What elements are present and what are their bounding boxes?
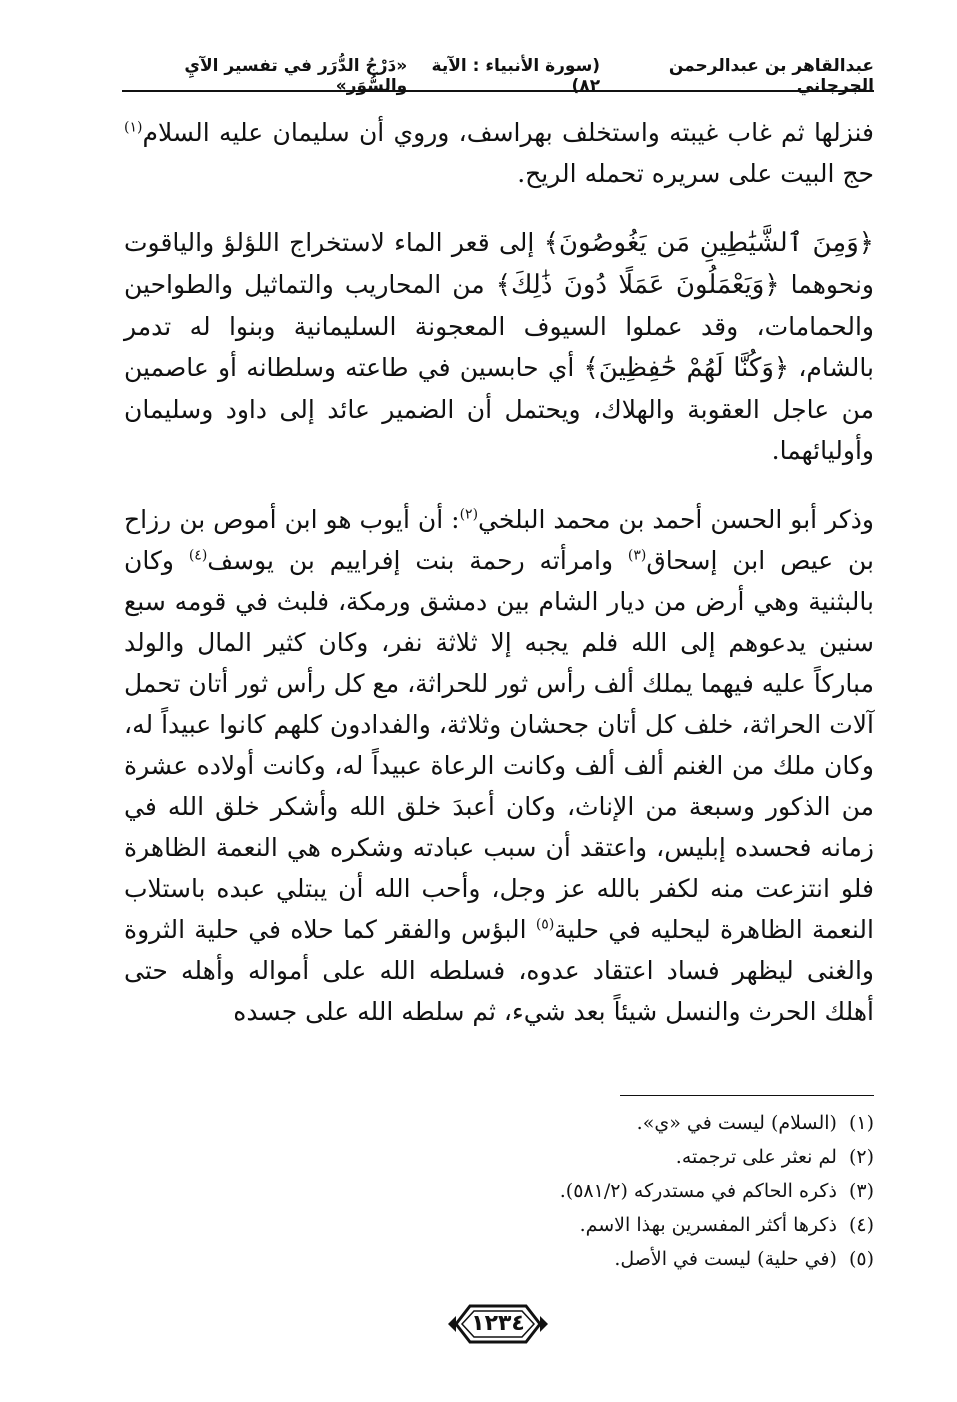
footnote-ref: (٤) bbox=[188, 547, 208, 564]
text-run: وكان بالبثنية وهي أرض من ديار الشام بين دمشق ورمكة، فلبث في قومه سبع سنين يدعوهم إلى الله فلم يجبه إلا ثلاثة نفر، وكان كثير المال والولد مباركاً عليه فيهما يملك ألف رأس ثور للحراثة، مع كل رأس ثور أتان تحمل آلات الحراثة، خلف كل أتان جحشان وثلاثة، والفدادون كلهم كانوا عبيداً له، وكان ملك من الغنم ألف ألف وكانت الرعاة عبيداً له، وكانت أولاده عشرة من الذكور وسبعة من الإناث، وكان أعبدَ خلق الله وأشكر خلق الله في زمانه فحسده إبليس، واعتقد أن سبب عبادته وشكره هي النعمة الظاهرة فلو انتزعت منه لكفر بالله عز وجل، وأحب الله أن يبتلي عبده باستلاب النعمة الظاهرة ليحليه في حلية bbox=[124, 546, 874, 944]
footnote-divider bbox=[620, 1095, 874, 1096]
paragraph bbox=[124, 112, 874, 194]
footnotes bbox=[200, 1106, 874, 1276]
footnote-text: ذكرها أكثر المفسرين بهذا الاسم. bbox=[579, 1214, 837, 1236]
text-run: : أن أيوب هو ابن أموص بن رزاح بن عيص ابن إسحاق bbox=[124, 505, 875, 575]
quran-verse: ﴿وَكُنَّا لَهُمْ حَٰفِظِينَ﴾ bbox=[583, 353, 790, 383]
footnote-ref: (٣) bbox=[627, 547, 647, 564]
footnote-number: (٢) bbox=[848, 1146, 874, 1168]
footnote bbox=[200, 1242, 874, 1276]
paragraph bbox=[124, 222, 874, 471]
footnote-ref: (٢) bbox=[459, 506, 479, 523]
footnote-text: لم نعثر على ترجمته. bbox=[675, 1146, 837, 1168]
text-run: من المحاريب والتماثيل والطواحين والحمامات، وقد عملوا السيوف المعجونة السليمانية وبنوا له تدمر بالشام، bbox=[124, 270, 874, 382]
footnote bbox=[200, 1208, 874, 1242]
text-run: البؤس والفقر كما حلاه في حلية الثروة والغنى ليظهر فساد اعتقاد عدوه، فسلطه الله على أمواله وأهله حتى أهلك الحرث والنسل شيئاً بعد شيء، ثم سلطه الله على جسده bbox=[124, 915, 874, 1026]
footnote bbox=[200, 1174, 874, 1208]
header-surah: (سورة الأنبياء : الآية ٨٢) bbox=[431, 56, 601, 96]
text-run: وامرأته رحمة بنت إفراييم بن يوسف bbox=[207, 546, 628, 575]
text-run: حج البيت على سريره تحمله الريح. bbox=[517, 159, 874, 188]
footnote-number: (٣) bbox=[848, 1180, 874, 1202]
text-run: أي حابسين في طاعته وسلطانه أو عاصمين من عاجل العقوبة والهلاك، ويحتمل أن الضمير عائد إلى داود وسليمان وأوليائهما. bbox=[124, 353, 874, 465]
footnote-text: (السلام) ليست في «ي». bbox=[636, 1112, 837, 1134]
footnote-number: (٥) bbox=[848, 1248, 874, 1270]
text-run: إلى قعر الماء لاستخراج اللؤلؤ والياقوت ونحوهما bbox=[124, 228, 874, 299]
paragraph bbox=[124, 499, 874, 1032]
header-author: عبدالقاهر بن عبدالرحمن الجرجاني bbox=[668, 56, 874, 96]
header-divider bbox=[122, 90, 874, 92]
footnote bbox=[200, 1140, 874, 1174]
footnote-ref: (٥) bbox=[535, 916, 555, 933]
main-text bbox=[124, 112, 874, 1060]
text-run: فنزلها ثم غاب غيبته واستخلف بهراسف، وروي أن سليمان عليه السلام bbox=[142, 118, 874, 147]
footnote-ref: (١) bbox=[124, 119, 143, 136]
footnote-number: (١) bbox=[848, 1112, 874, 1134]
footnote-text: ذكره الحاكم في مستدركه (٥٨١/٢). bbox=[559, 1180, 837, 1202]
running-header bbox=[122, 58, 874, 94]
page-number-ornament bbox=[448, 1300, 548, 1348]
quran-verse: ﴿وَمِنَ ٱلشَّيَٰطِينِ مَن يَغُوصُونَ﴾ bbox=[543, 228, 874, 258]
footnote-text: (في حلية) ليست في الأصل. bbox=[614, 1248, 837, 1270]
quran-verse: ﴿وَيَعْمَلُونَ عَمَلًا دُونَ ذَٰلِكَ﴾ bbox=[495, 270, 780, 300]
text-run: وذكر أبو الحسن أحمد بن محمد البلخي bbox=[478, 505, 874, 534]
footnote bbox=[200, 1106, 874, 1140]
page-number: ١٢٣٤ bbox=[471, 1311, 525, 1336]
footnote-number: (٤) bbox=[848, 1214, 874, 1236]
header-book-title: «دَرْجُ الدُّرَر في تفسير الآيِ والسُّوَر» bbox=[184, 56, 408, 96]
